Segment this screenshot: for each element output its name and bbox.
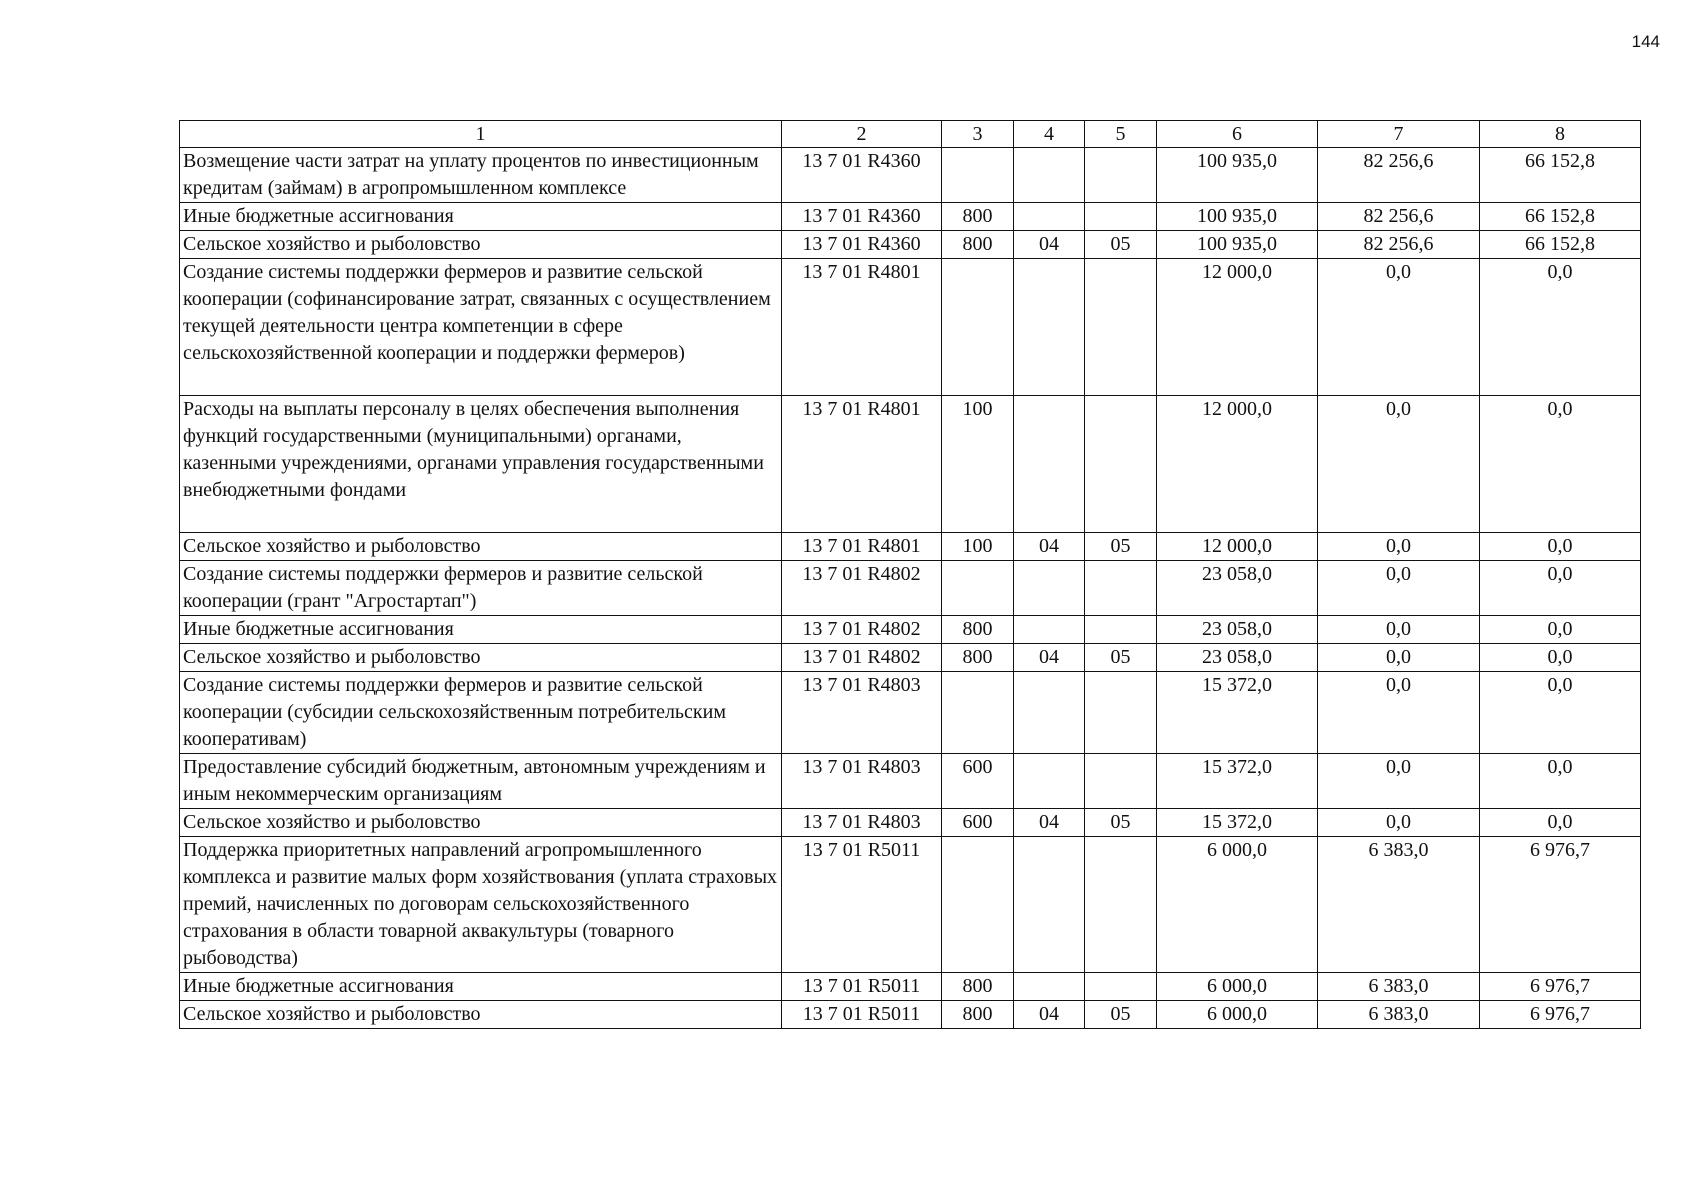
expense-type-cell (942, 561, 1014, 616)
column-header: 3 (942, 121, 1014, 148)
expense-type-cell: 600 (942, 754, 1014, 809)
expense-type-cell: 800 (942, 973, 1014, 1001)
subsection-cell (1085, 672, 1157, 754)
subsection-cell (1085, 259, 1157, 396)
expense-type-cell: 800 (942, 1001, 1014, 1029)
amount-col8-cell: 0,0 (1480, 672, 1641, 754)
table-row (180, 754, 1641, 809)
section-cell: 04 (1014, 1001, 1085, 1029)
amount-col8-cell: 0,0 (1480, 644, 1641, 672)
expense-name-cell: Сельское хозяйство и рыболовство (180, 1001, 782, 1029)
amount-col6-cell: 6 000,0 (1157, 837, 1318, 973)
target-code-cell: 13 7 01 R4801 (782, 259, 942, 396)
subsection-cell: 05 (1085, 1001, 1157, 1029)
table-row (180, 259, 1641, 396)
expense-name-cell: Предоставление субсидий бюджетным, автономным учреждениям и иным некоммерческим организациям (180, 754, 782, 809)
amount-col8-cell: 66 152,8 (1480, 231, 1641, 259)
column-number-row (180, 121, 1641, 148)
target-code-cell: 13 7 01 R4803 (782, 754, 942, 809)
table-row (180, 837, 1641, 973)
table-row (180, 533, 1641, 561)
amount-col7-cell: 6 383,0 (1318, 973, 1480, 1001)
expense-name-cell: Сельское хозяйство и рыболовство (180, 809, 782, 837)
amount-col7-cell: 0,0 (1318, 672, 1480, 754)
target-code-cell: 13 7 01 R4802 (782, 644, 942, 672)
amount-col7-cell: 0,0 (1318, 396, 1480, 533)
expense-name-cell: Расходы на выплаты персоналу в целях обеспечения выполнения функций государственными (муниципальными) органами, казенными учреждениями, органами управления государственными внебюджетными фондами (180, 396, 782, 533)
target-code-cell: 13 7 01 R4803 (782, 672, 942, 754)
column-header: 4 (1014, 121, 1085, 148)
amount-col6-cell: 23 058,0 (1157, 616, 1318, 644)
amount-col7-cell: 0,0 (1318, 644, 1480, 672)
table-row (180, 1001, 1641, 1029)
expense-type-cell (942, 837, 1014, 973)
amount-col6-cell: 15 372,0 (1157, 809, 1318, 837)
expense-type-cell (942, 672, 1014, 754)
amount-col6-cell: 12 000,0 (1157, 396, 1318, 533)
target-code-cell: 13 7 01 R4802 (782, 616, 942, 644)
subsection-cell (1085, 837, 1157, 973)
amount-col8-cell: 0,0 (1480, 616, 1641, 644)
amount-col7-cell: 0,0 (1318, 809, 1480, 837)
amount-col6-cell: 12 000,0 (1157, 259, 1318, 396)
subsection-cell (1085, 973, 1157, 1001)
section-cell: 04 (1014, 644, 1085, 672)
column-header: 6 (1157, 121, 1318, 148)
amount-col8-cell: 6 976,7 (1480, 837, 1641, 973)
table-row (180, 973, 1641, 1001)
section-cell (1014, 396, 1085, 533)
amount-col6-cell: 15 372,0 (1157, 672, 1318, 754)
table-row (180, 561, 1641, 616)
column-header: 8 (1480, 121, 1641, 148)
amount-col7-cell: 0,0 (1318, 561, 1480, 616)
section-cell: 04 (1014, 533, 1085, 561)
expense-type-cell: 800 (942, 203, 1014, 231)
table-row (180, 231, 1641, 259)
expense-type-cell: 100 (942, 533, 1014, 561)
amount-col8-cell: 0,0 (1480, 754, 1641, 809)
expense-name-cell: Иные бюджетные ассигнования (180, 203, 782, 231)
subsection-cell: 05 (1085, 644, 1157, 672)
table-row (180, 672, 1641, 754)
target-code-cell: 13 7 01 R5011 (782, 837, 942, 973)
expense-name-cell: Создание системы поддержки фермеров и развитие сельской кооперации (грант "Агростартап") (180, 561, 782, 616)
expense-type-cell (942, 259, 1014, 396)
amount-col6-cell: 23 058,0 (1157, 644, 1318, 672)
amount-col8-cell: 0,0 (1480, 259, 1641, 396)
amount-col7-cell: 82 256,6 (1318, 148, 1480, 203)
target-code-cell: 13 7 01 R4802 (782, 561, 942, 616)
expense-name-cell: Иные бюджетные ассигнования (180, 616, 782, 644)
table-row (180, 396, 1641, 533)
amount-col6-cell: 6 000,0 (1157, 973, 1318, 1001)
table-row (180, 203, 1641, 231)
column-header: 1 (180, 121, 782, 148)
expense-name-cell: Создание системы поддержки фермеров и развитие сельской кооперации (субсидии сельскохозяйственным потребительским кооперативам) (180, 672, 782, 754)
section-cell: 04 (1014, 809, 1085, 837)
amount-col7-cell: 82 256,6 (1318, 203, 1480, 231)
expense-name-cell: Возмещение части затрат на уплату процентов по инвестиционным кредитам (займам) в агропромышленном комплексе (180, 148, 782, 203)
target-code-cell: 13 7 01 R4803 (782, 809, 942, 837)
subsection-cell (1085, 561, 1157, 616)
expense-type-cell (942, 148, 1014, 203)
target-code-cell: 13 7 01 R4360 (782, 203, 942, 231)
table-row (180, 148, 1641, 203)
table-row (180, 809, 1641, 837)
subsection-cell (1085, 616, 1157, 644)
section-cell (1014, 837, 1085, 973)
expense-name-cell: Иные бюджетные ассигнования (180, 973, 782, 1001)
section-cell (1014, 973, 1085, 1001)
section-cell (1014, 259, 1085, 396)
amount-col7-cell: 6 383,0 (1318, 1001, 1480, 1029)
page-number: 144 (1631, 32, 1660, 51)
amount-col8-cell: 0,0 (1480, 561, 1641, 616)
column-header: 5 (1085, 121, 1157, 148)
amount-col8-cell: 0,0 (1480, 809, 1641, 837)
amount-col8-cell: 0,0 (1480, 533, 1641, 561)
expense-type-cell: 600 (942, 809, 1014, 837)
target-code-cell: 13 7 01 R5011 (782, 973, 942, 1001)
target-code-cell: 13 7 01 R4801 (782, 396, 942, 533)
amount-col7-cell: 6 383,0 (1318, 837, 1480, 973)
amount-col6-cell: 6 000,0 (1157, 1001, 1318, 1029)
subsection-cell (1085, 396, 1157, 533)
expense-name-cell: Сельское хозяйство и рыболовство (180, 644, 782, 672)
subsection-cell: 05 (1085, 231, 1157, 259)
target-code-cell: 13 7 01 R4360 (782, 148, 942, 203)
amount-col7-cell: 0,0 (1318, 533, 1480, 561)
subsection-cell (1085, 754, 1157, 809)
expense-type-cell: 800 (942, 616, 1014, 644)
subsection-cell (1085, 203, 1157, 231)
amount-col8-cell: 66 152,8 (1480, 203, 1641, 231)
section-cell (1014, 561, 1085, 616)
expense-type-cell: 800 (942, 644, 1014, 672)
budget-table (179, 120, 1641, 1029)
amount-col8-cell: 6 976,7 (1480, 1001, 1641, 1029)
section-cell (1014, 616, 1085, 644)
expense-name-cell: Сельское хозяйство и рыболовство (180, 231, 782, 259)
expense-type-cell: 800 (942, 231, 1014, 259)
amount-col6-cell: 23 058,0 (1157, 561, 1318, 616)
amount-col6-cell: 12 000,0 (1157, 533, 1318, 561)
amount-col8-cell: 6 976,7 (1480, 973, 1641, 1001)
section-cell (1014, 203, 1085, 231)
amount-col6-cell: 100 935,0 (1157, 148, 1318, 203)
section-cell: 04 (1014, 231, 1085, 259)
expense-name-cell: Поддержка приоритетных направлений агропромышленного комплекса и развитие малых форм хозяйствования (уплата страховых премий, начисленных по договорам сельскохозяйственного страхования в области товарной аквакультуры (товарного рыбоводства) (180, 837, 782, 973)
expense-name-cell: Создание системы поддержки фермеров и развитие сельской кооперации (софинансирование затрат, связанных с осуществлением текущей деятельности центра компетенции в сфере сельскохозяйственной кооперации и поддержки фермеров) (180, 259, 782, 396)
target-code-cell: 13 7 01 R5011 (782, 1001, 942, 1029)
amount-col7-cell: 0,0 (1318, 259, 1480, 396)
section-cell (1014, 754, 1085, 809)
column-header: 7 (1318, 121, 1480, 148)
column-header: 2 (782, 121, 942, 148)
target-code-cell: 13 7 01 R4360 (782, 231, 942, 259)
amount-col7-cell: 0,0 (1318, 754, 1480, 809)
table-row (180, 644, 1641, 672)
subsection-cell: 05 (1085, 809, 1157, 837)
amount-col7-cell: 82 256,6 (1318, 231, 1480, 259)
section-cell (1014, 672, 1085, 754)
expense-name-cell: Сельское хозяйство и рыболовство (180, 533, 782, 561)
section-cell (1014, 148, 1085, 203)
target-code-cell: 13 7 01 R4801 (782, 533, 942, 561)
amount-col8-cell: 0,0 (1480, 396, 1641, 533)
amount-col8-cell: 66 152,8 (1480, 148, 1641, 203)
expense-type-cell: 100 (942, 396, 1014, 533)
subsection-cell (1085, 148, 1157, 203)
subsection-cell: 05 (1085, 533, 1157, 561)
amount-col7-cell: 0,0 (1318, 616, 1480, 644)
table-row (180, 616, 1641, 644)
amount-col6-cell: 100 935,0 (1157, 203, 1318, 231)
amount-col6-cell: 100 935,0 (1157, 231, 1318, 259)
amount-col6-cell: 15 372,0 (1157, 754, 1318, 809)
